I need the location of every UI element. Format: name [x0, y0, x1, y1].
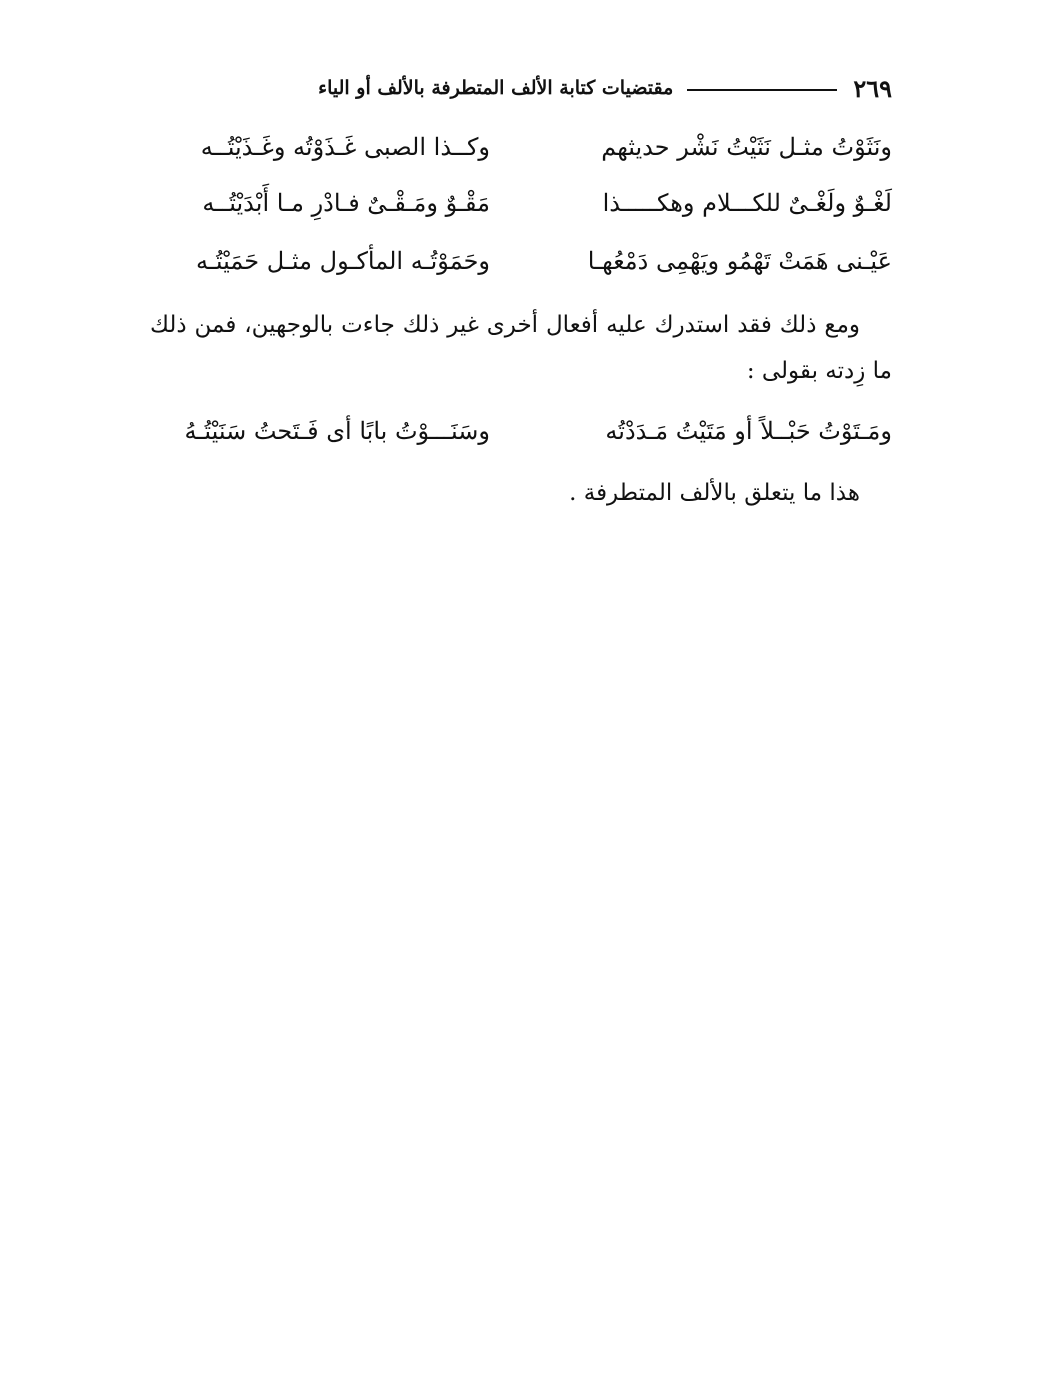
verse-line — [150, 124, 892, 170]
paragraph-intro: ومع ذلك فقد استدرك عليه أفعال أخرى غير ذلك جاءت بالوجهين، فمن ذلك ما زِدته بقولى : — [150, 312, 892, 384]
verse-first-hemistich: ومَـتَوْتُ حَبْــلاً أو مَتَيْتُ مَـدَدْتُه — [605, 417, 892, 445]
header-rule — [687, 89, 837, 91]
page-header — [150, 70, 892, 106]
paragraph-conclusion: هذا ما يتعلق بالألف المتطرفة . — [569, 480, 860, 506]
verse-second-hemistich: وسَنَـــوْتُ بابًا أى فَـتَحتُ سَنَيْتُـهُ — [184, 417, 490, 445]
verse-line — [150, 408, 892, 454]
verse-first-hemistich: عَيْـنى هَمَتْ تَهْمُو ويَهْمِى دَمْعُهـا — [587, 247, 892, 275]
running-title: مقتضيات كتابة الألف المتطرفة بالألف أو الياء — [318, 77, 674, 99]
page-number: ٢٦٩ — [853, 73, 892, 103]
verse-line — [150, 238, 892, 284]
verse-second-hemistich: وحَمَوْتُـه المأكـول مثـل حَمَيْتُـه — [195, 247, 490, 275]
verse-first-hemistich: لَغْـوٌ ولَغْـىٌ للكـــلام وهكـــــذا — [602, 189, 892, 217]
verse-second-hemistich: مَقْـوٌ ومَـقْـىٌ فـادْرِ مـا أَبْدَيْتُــه — [202, 189, 490, 217]
verse-second-hemistich: وكــذا الصبى غَـذَوْتُه وغَـذَيْتُــه — [200, 133, 490, 161]
verse-line — [150, 180, 892, 226]
verse-first-hemistich: ونَثَوْتُ مثـل نَثَيْتُ نَشْر حديثهم — [601, 133, 892, 161]
